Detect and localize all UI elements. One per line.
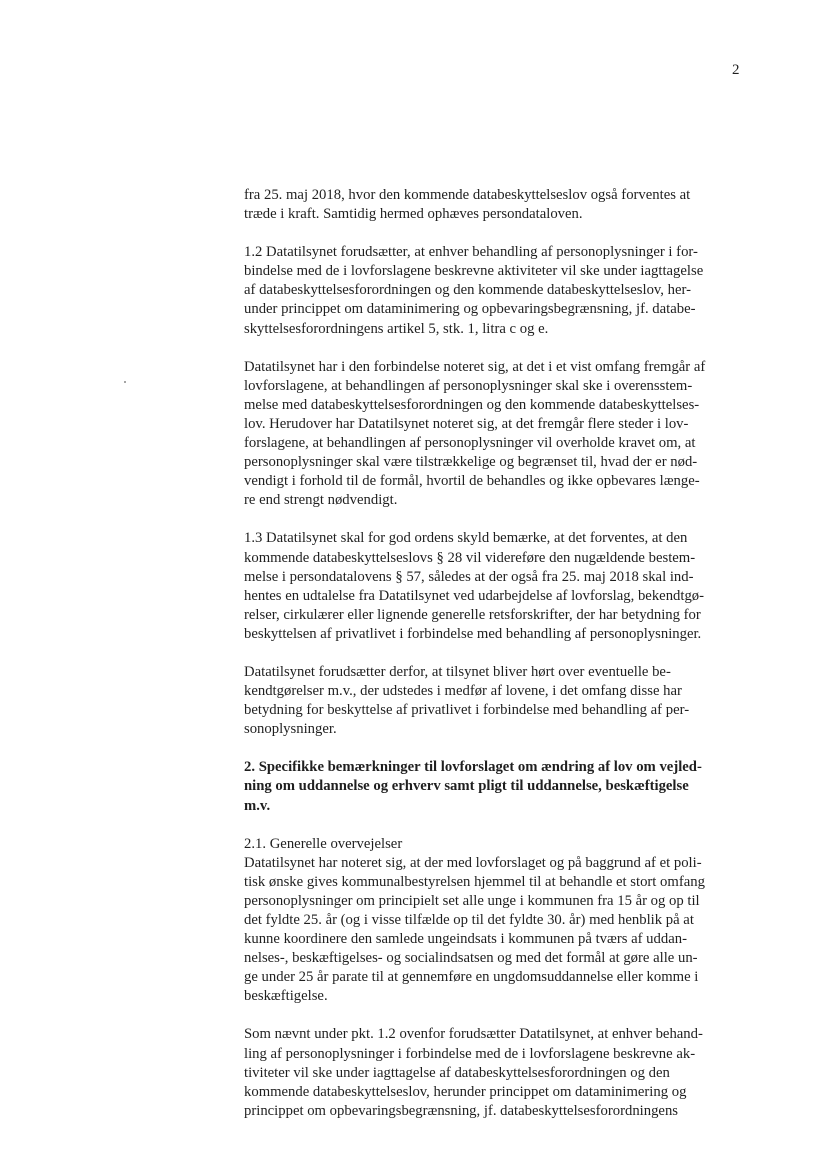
scan-speck bbox=[124, 381, 126, 383]
document-body bbox=[244, 186, 752, 1121]
paragraph-intro: fra 25. maj 2018, hvor den kommende databeskyttelseslov også forventes at træde i kraft. Samtidig hermed ophæves persondataloven. bbox=[244, 187, 691, 223]
paragraph-closing: Som nævnt under pkt. 1.2 ovenfor forudsætter Datatilsynet, at enhver behand- ling af personoplysninger i forbindelse med de i lovforslagene beskrevne ak- tiviteter vil ske under iagttagelse af databeskyttelsesforordningen og den kommende databeskyttelseslov, herunder princippet om dataminimering og princippet om opbevaringsbegrænsning, jf. databeskyttelsesforordningens bbox=[244, 1026, 703, 1119]
subsection-title: 2.1. Generelle overvejelser bbox=[244, 835, 403, 852]
page-number: 2 bbox=[732, 62, 740, 78]
paragraph-noted: Datatilsynet har i den forbindelse noteret sig, at det i et vist omfang fremgår af lovforslagene, at behandlingen af personoplysninger skal ske i overensstem- melse med databeskyttelsesforordningen og den kommende databeskyttelses- lov. Herudover har Datatilsynet noteret sig, at det fremgår flere steder i lov- forslagene, at behandlingen af personoplysninger vil overholde kravet om, at personoplysninger skal være tilstrækkelige og begrænset til, hvad der er nød- vendigt i forhold til de formål, hvortil de behandles og ikke opbevares længe- re end strengt nødvendigt. bbox=[244, 358, 706, 509]
paragraph-1-2: 1.2 Datatilsynet forudsætter, at enhver behandling af personoplysninger i for- bindelse med de i lovforslagene beskrevne aktiviteter vil ske under iagttagelse af databeskyttelsesforordningen og den kommende databeskyttelseslov, her- under princippet om dataminimering og opbevaringsbegrænsning, jf. databe- skyttelsesforordningens artikel 5, stk. 1, litra c og e. bbox=[244, 244, 704, 337]
section-heading: 2. Specifikke bemærkninger til lovforslaget om ændring af lov om vejled- ning om uddannelse og erhverv samt pligt til uddannelse, beskæftigelse m.v. bbox=[244, 759, 702, 814]
paragraph-2-1: Datatilsynet har noteret sig, at der med lovforslaget og på baggrund af et poli- tisk ønske gives kommunalbestyrelsen hjemmel til at behandle et stort omfang personoplysninger om principielt set alle unge i kommunen fra 15 år og op til det fyldte 25. år (og i visse tilfælde op til det fyldte 30. år) med henblik på at kunne koordinere den samlede ungeindsats i kommunen på tværs af uddan- nelses-, beskæftigelses- og socialindsatsen og med det formål at gøre alle un- ge under 25 år parate til at gennemføre en ungdomsuddannelse eller komme i beskæftigelse. bbox=[244, 854, 705, 1005]
paragraph-hearing: Datatilsynet forudsætter derfor, at tilsynet bliver hørt over eventuelle be- kendtgørelser m.v., der udstedes i medfør af lovene, i det omfang disse har betydning for beskyttelse af privatlivet i forbindelse med behandling af per- sonoplysninger. bbox=[244, 663, 690, 738]
paragraph-1-3: 1.3 Datatilsynet skal for god ordens skyld bemærke, at det forventes, at den kommende databeskyttelseslovs § 28 vil videreføre den nugældende bestem- melse i persondatalovens § 57, således at der også fra 25. maj 2018 skal ind- hentes en udtalelse fra Datatilsynet ved udarbejdelse af lovforslag, bekendtgø- relser, cirkulærer eller lignende generelle retsforskrifter, der har betydning for beskyttelsen af privatlivet i forbindelse med behandling af personoplysninger. bbox=[244, 530, 705, 642]
